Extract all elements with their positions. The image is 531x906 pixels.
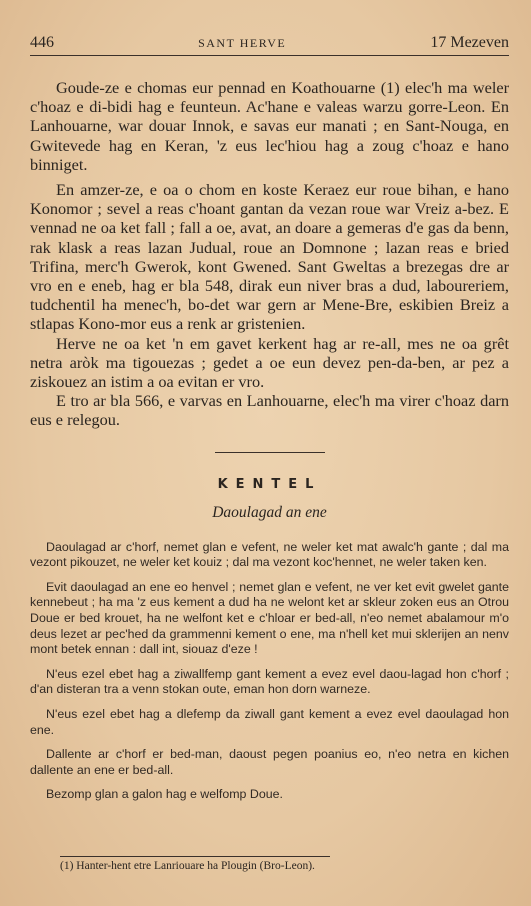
running-header	[30, 34, 509, 56]
paragraph: Herve ne oa ket 'n em gavet kerkent hag ar re-all, mes ne oa grêt netra aròk ma tigouezas ; gedet a oe eun devez pen-da-ben, ar pez a ziskouez an istim a oa evitan er vro.	[30, 333, 509, 392]
paragraph: Goude-ze e chomas eur pennad en Koathouarne (1) elec'h ma weler c'hoaz e di-bidi hag e feunteun. Ac'hane e valeas warzu gorre-Leon. En Lanhouarne, war douar Innok, e savas eur manati ; en Sant-Nouga, en Gwitevede hag en Keran, 'z eus lec'hiou hag a zoug c'hoaz e hano binniget.	[30, 78, 509, 174]
prose-body	[30, 78, 509, 430]
lesson-paragraph: N'eus ezel ebet hag a ziwallfemp gant kement a evez evel daou-lagad hon c'horf ; d'an disteran tra a venn stokan oute, eman hon dorn warneze.	[30, 666, 509, 697]
paragraph: En amzer-ze, e oa o chom en koste Keraez eur roue bihan, e hano Konomor ; sevel a reas c'hoant gantan da vezan roue war Vreiz a-bez. E vennad ne oa ket fall ; fall a oe, avat, an doare a gemeras d'e gas da benn, rak klask a reas lazan Judual, roue an Domnone ; lazan reas e bried Trifina, merc'h Gwerok, kont Gwened. Sant Gweltas a brezegas dre ar vro en e eneb, hag er bla 548, dirak eun niver bras a dud, laboureriem, tudchentil ha menec'h, bo-det war gern ar Mene-Bre, eskibien Breiz a stlapas Kono-mor eus a renk ar gristenien.	[30, 180, 509, 334]
page-number: 446	[30, 34, 54, 51]
lesson-paragraph: Daoulagad ar c'horf, nemet glan e vefent, ne weler ket mat awalc'h gante ; dal ma vezont pikouzet, ne weler ket kouiz ; dal ma vezont koc'hennet, ne weler taken ken.	[30, 539, 509, 570]
paragraph: E tro ar bla 566, e varvas en Lanhouarne, elec'h ma virer c'hoaz darn eus e relegou.	[30, 391, 509, 430]
header-date: 17 Mezeven	[430, 34, 509, 51]
lesson-paragraph: Dallente ar c'horf er bed-man, daoust pegen poanius eo, n'eo netra en kichen dallente an ene er bed-all.	[30, 747, 509, 777]
footnote: (1) Hanter-hent etre Lanriouare ha Plougin (Bro-Leon).	[60, 856, 330, 872]
section-subtitle: Daoulagad an ene	[212, 503, 327, 521]
lesson-paragraph: N'eus ezel ebet hag a dlefemp da ziwall gant kement a evez evel daoulagad hon ene.	[30, 707, 509, 737]
section-title: KENTEL	[217, 476, 322, 492]
lesson-text	[30, 540, 509, 803]
book-title: SANT HERVE	[198, 36, 287, 50]
section-divider	[215, 452, 325, 453]
lesson-paragraph: Evit daoulagad an ene eo henvel ; nemet glan e vefent, ne ver ket evit gwelet gante kennebeut ; ha ma 'z eus kement a dud ha ne welont ket ar skleur zoken eus an Otrou Doue er bed krouet, ha ne welfont ket e c'hloar er bed-all, n'eo nemet abalamour m'o deus lezet ar pec'hed da grammenni kement o ene, ma n'hell ket mui sklerijen an nenv mont betek ennan : dall int, siouaz d'eze !	[30, 579, 509, 657]
lesson-paragraph: Bezomp glan a galon hag e welfomp Doue.	[46, 787, 283, 802]
